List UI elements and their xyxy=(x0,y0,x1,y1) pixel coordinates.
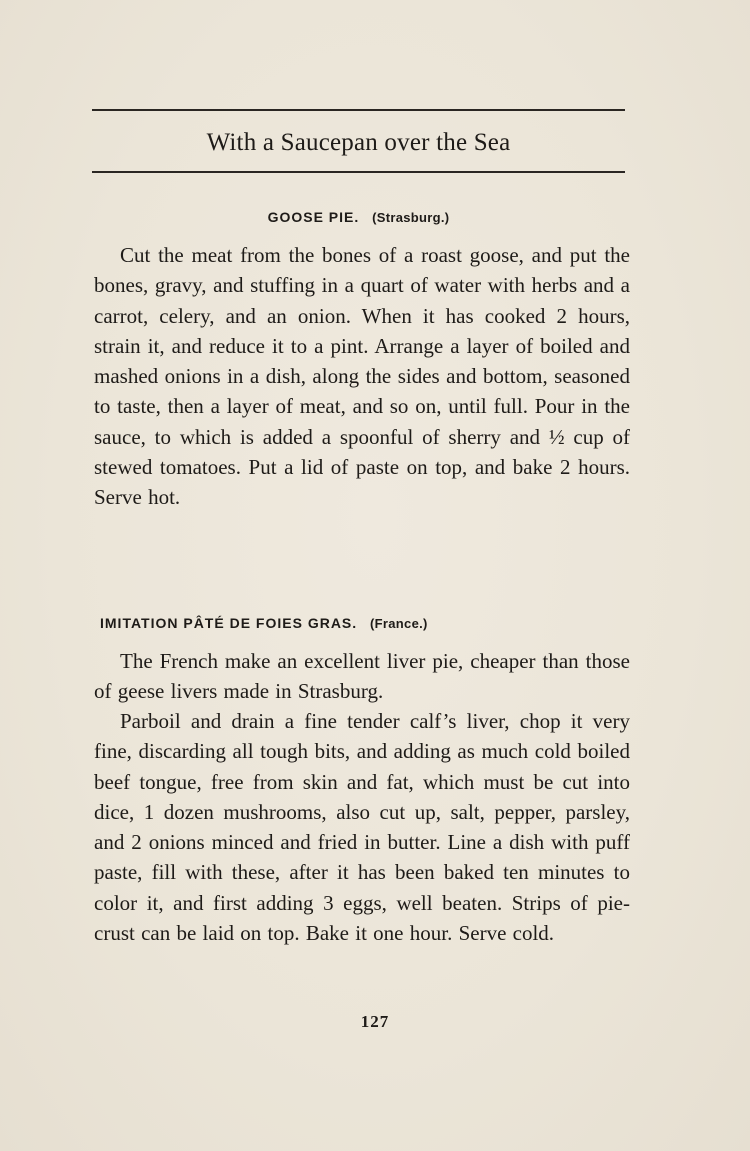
recipe-origin: (France.) xyxy=(370,616,428,631)
recipe-origin: (Strasburg.) xyxy=(372,210,450,225)
recipe-paragraph: Cut the meat from the bones of a roast goose, and put the bones, gravy, and stuffing in a quart of water with herbs and a carrot, celery, and an onion. When it has cooked 2 hours, strain it, and reduce it to a pint. Arrange a layer of boiled and mashed onions in a dish, along the sides and bottom, seasoned to taste, then a layer of meat, and so on, until full. Pour in the sauce, to which is added a spoonful of sherry and ½ cup of stewed tomatoes. Put a lid of paste on top, and bake 2 hours. Serve hot. xyxy=(94,243,630,510)
recipe-paragraph: The French make an excellent liver pie, cheaper than those of geese livers made in Strasburg. xyxy=(94,649,630,704)
recipe-title-goose-pie xyxy=(92,207,625,228)
header-rule-top xyxy=(92,109,625,111)
page-number: 127 xyxy=(360,1012,390,1031)
recipe-title-text: IMITATION PÂTÉ DE FOIES GRAS. xyxy=(100,615,358,631)
recipe-title-imitation-pate xyxy=(100,613,625,634)
running-head: With a Saucepan over the Sea xyxy=(206,129,511,156)
header-rule-bottom xyxy=(92,171,625,173)
recipe-title-text: GOOSE PIE. xyxy=(267,209,360,225)
recipe-paragraph: Parboil and drain a fine tender calf’s liver, chop it very fine, discarding all tough bits, and adding as much cold boiled beef tongue, free from skin and fat, which must be cut into dice, 1 dozen mushrooms, also cut up, salt, pepper, parsley, and 2 onions minced and fried in butter. Line a dish with puff paste, fill with these, after it has been baked ten minutes to color it, and first adding 3 eggs, well beaten. Strips of pie-crust can be laid on top. Bake it one hour. Serve cold. xyxy=(94,709,630,946)
